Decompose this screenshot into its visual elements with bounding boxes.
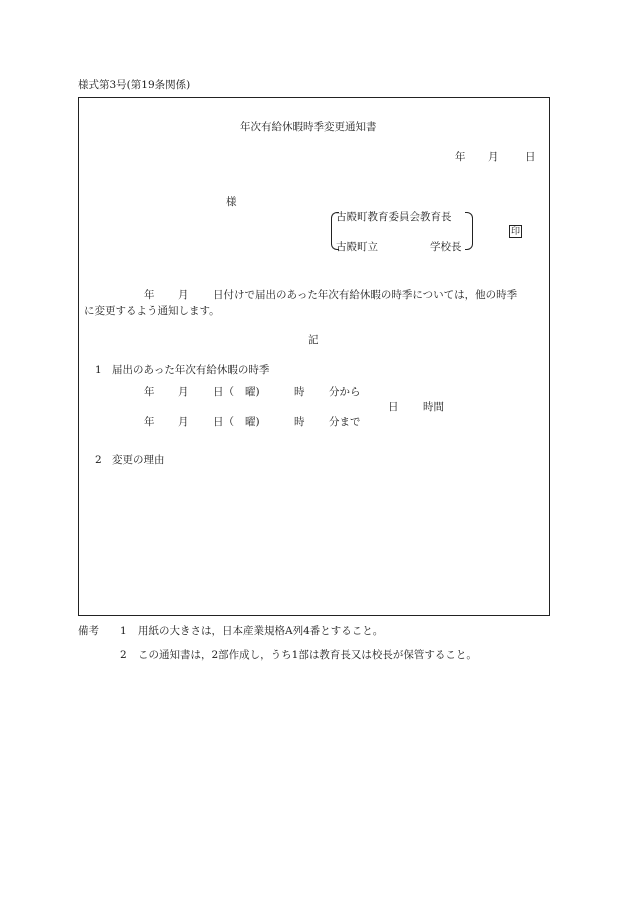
row1-day: 日（ bbox=[213, 386, 234, 398]
sender-line1: 古殿町教育委員会教育長 bbox=[336, 211, 452, 223]
row1-minute: 分から bbox=[329, 386, 361, 398]
form-number: 様式第3号(第19条関係) bbox=[78, 79, 191, 91]
row1-year: 年 bbox=[144, 386, 155, 398]
remark-2-text: この通知書は，2部作成し，うち1部は教育長又は校長が保管すること。 bbox=[138, 649, 477, 661]
row2-year: 年 bbox=[144, 416, 155, 428]
remark-1-number: 1 bbox=[120, 625, 127, 637]
row1-hour: 時 bbox=[294, 386, 305, 398]
row2-day: 日（ bbox=[213, 416, 234, 428]
body-month: 月 bbox=[178, 289, 189, 301]
remarks-label: 備考 bbox=[78, 625, 99, 637]
addressee-honorific: 様 bbox=[226, 196, 237, 208]
row2-weekday: 曜) bbox=[245, 416, 260, 428]
row2-hour: 時 bbox=[294, 416, 305, 428]
body-year: 年 bbox=[144, 289, 155, 301]
sender-line2-suffix: 学校長 bbox=[430, 241, 462, 253]
row1-weekday: 曜) bbox=[245, 386, 260, 398]
remark-2-number: 2 bbox=[120, 649, 127, 661]
date-month-label: 月 bbox=[488, 151, 499, 163]
form-frame bbox=[78, 97, 550, 616]
seal-mark: 印 bbox=[510, 227, 520, 237]
duration-day: 日 bbox=[388, 401, 399, 413]
ki-heading: 記 bbox=[308, 334, 319, 346]
row1-month: 月 bbox=[178, 386, 189, 398]
section2-number: 2 bbox=[95, 454, 102, 466]
duration-hours: 時間 bbox=[423, 401, 444, 413]
section2-title: 変更の理由 bbox=[112, 454, 165, 466]
date-day-label: 日 bbox=[525, 151, 536, 163]
sender-bracket-right bbox=[465, 212, 473, 250]
document-title: 年次有給休暇時季変更通知書 bbox=[240, 121, 377, 133]
sender-line2-prefix: 古殿町立 bbox=[336, 241, 378, 253]
date-year-label: 年 bbox=[455, 151, 466, 163]
remark-1-text: 用紙の大きさは，日本産業規格A列4番とすること。 bbox=[138, 625, 384, 637]
body-line2: に変更するよう通知します。 bbox=[84, 305, 220, 317]
row2-month: 月 bbox=[178, 416, 189, 428]
section1-number: 1 bbox=[95, 364, 102, 376]
row2-minute: 分まで bbox=[329, 416, 361, 428]
body-line1: 日付けで届出のあった年次有給休暇の時季については，他の時季 bbox=[213, 289, 518, 301]
section1-title: 届出のあった年次有給休暇の時季 bbox=[112, 364, 270, 376]
